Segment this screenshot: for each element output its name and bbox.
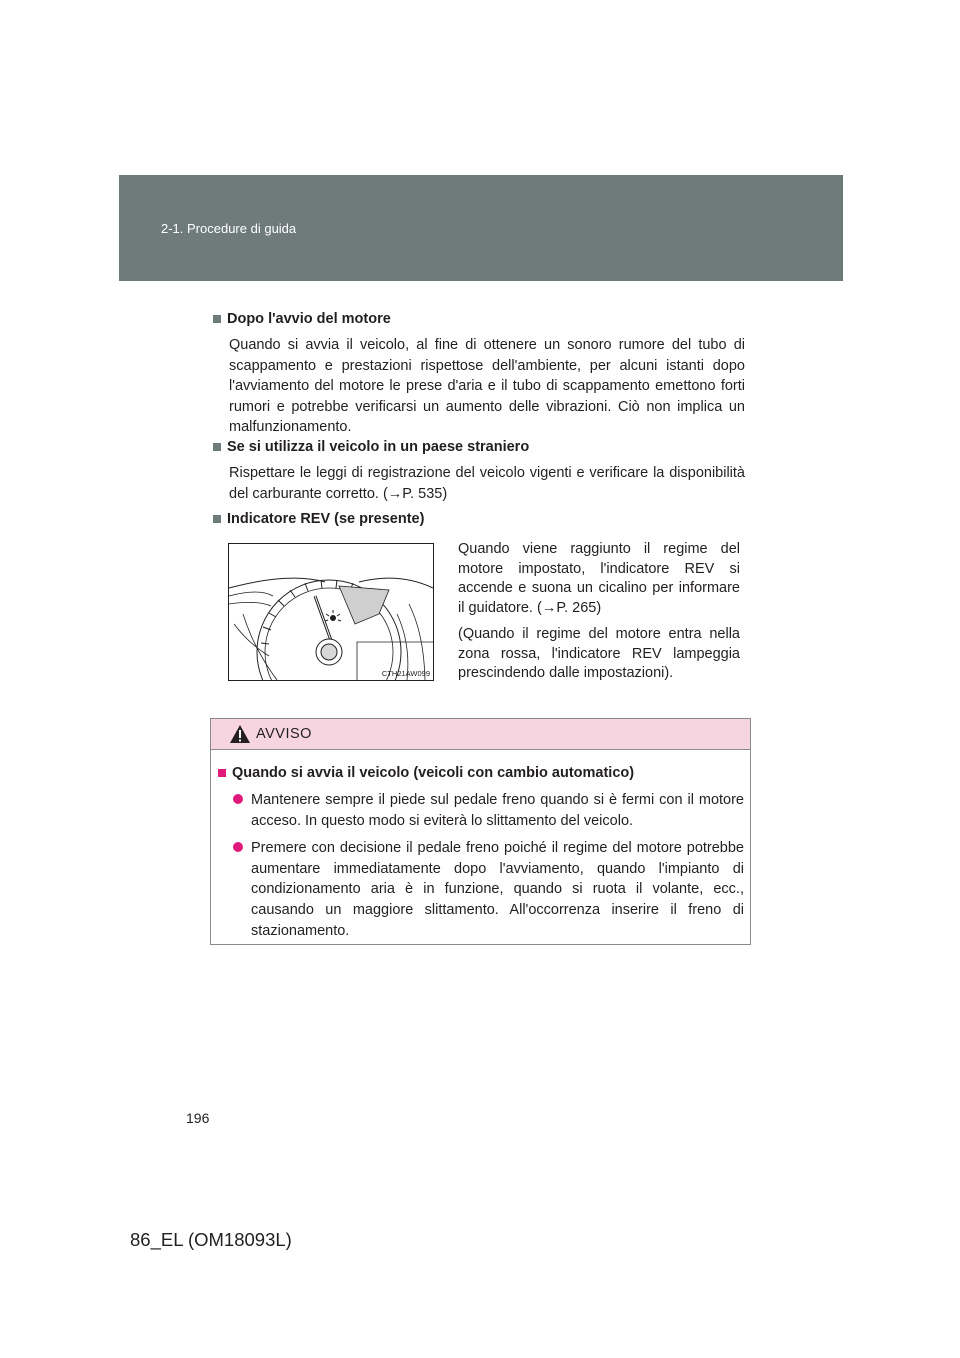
- section-heading: Se si utilizza il veicolo in un paese straniero: [213, 437, 745, 457]
- warning-box: [210, 718, 751, 945]
- square-bullet-icon: [213, 515, 221, 523]
- header-band: [119, 175, 843, 281]
- figure-code: CTH21AW099: [381, 669, 430, 678]
- section-text: Quando si avvia il veicolo, al fine di ottenere un sonoro rumore del tubo di scappamento e prestazioni rispettose dell'ambiente, per alcuni istanti dopo l'avviamento del motore le prese d'aria e il tubo di scappamento emettono forti rumori e potrebbe verificarsi un aumento delle vibrazioni. Ciò non implica un malfunzionamento.: [229, 337, 745, 436]
- section-heading: Dopo l'avvio del motore: [213, 309, 745, 329]
- section-text: Rispettare le leggi di registrazione del veicolo vigenti e verificare la disponibilità del carburante corretto. (→P. 535): [229, 465, 745, 502]
- circle-bullet-icon: [233, 794, 243, 804]
- warning-header: [211, 719, 750, 750]
- warning-heading: Quando si avvia il veicolo (veicoli con cambio automatico): [218, 763, 744, 783]
- section-heading: Indicatore REV (se presente): [213, 509, 745, 529]
- square-bullet-icon: [213, 443, 221, 451]
- rev-note: (Quando il regime del motore entra nella zona rossa, l'indicatore REV lampeggia prescindendo dalle impostazioni).: [458, 626, 740, 682]
- section-foreign-country: [213, 437, 745, 504]
- warning-title: AVVISO: [256, 726, 312, 742]
- warning-triangle-icon: [229, 724, 251, 744]
- section-title: 2-1. Procedure di guida: [161, 221, 297, 236]
- section-after-start: [213, 309, 745, 438]
- tachometer-icon: [229, 544, 433, 680]
- circle-bullet-icon: [233, 842, 243, 852]
- square-bullet-icon: [218, 769, 226, 777]
- section-rev-indicator: [213, 509, 745, 529]
- rev-description: Quando viene raggiunto il regime del motore impostato, l'indicatore REV si accende e suona un cicalino per informare il guidatore. (→P. 265): [458, 541, 740, 616]
- footer-code: 86_EL (OM18093L): [130, 1229, 292, 1250]
- warning-bullet: Premere con decisione il pedale freno poiché il regime del motore potrebbe aumentare immediatamente dopo l'avviamento, quando l'impianto di condizionamento aria è in funzione, quando si ruota il volante, ecc., causando un maggiore slittamento. All'occorrenza inserire il freno di stazionamento.: [218, 838, 744, 941]
- warning-bullet: Mantenere sempre il piede sul pedale freno quando si è fermi con il motore acceso. In questo modo si eviterà lo slittamento del veicolo.: [218, 790, 744, 831]
- warning-body: [218, 763, 744, 941]
- square-bullet-icon: [213, 315, 221, 323]
- tachometer-illustration: [228, 543, 434, 681]
- page-number: 196: [186, 1110, 210, 1126]
